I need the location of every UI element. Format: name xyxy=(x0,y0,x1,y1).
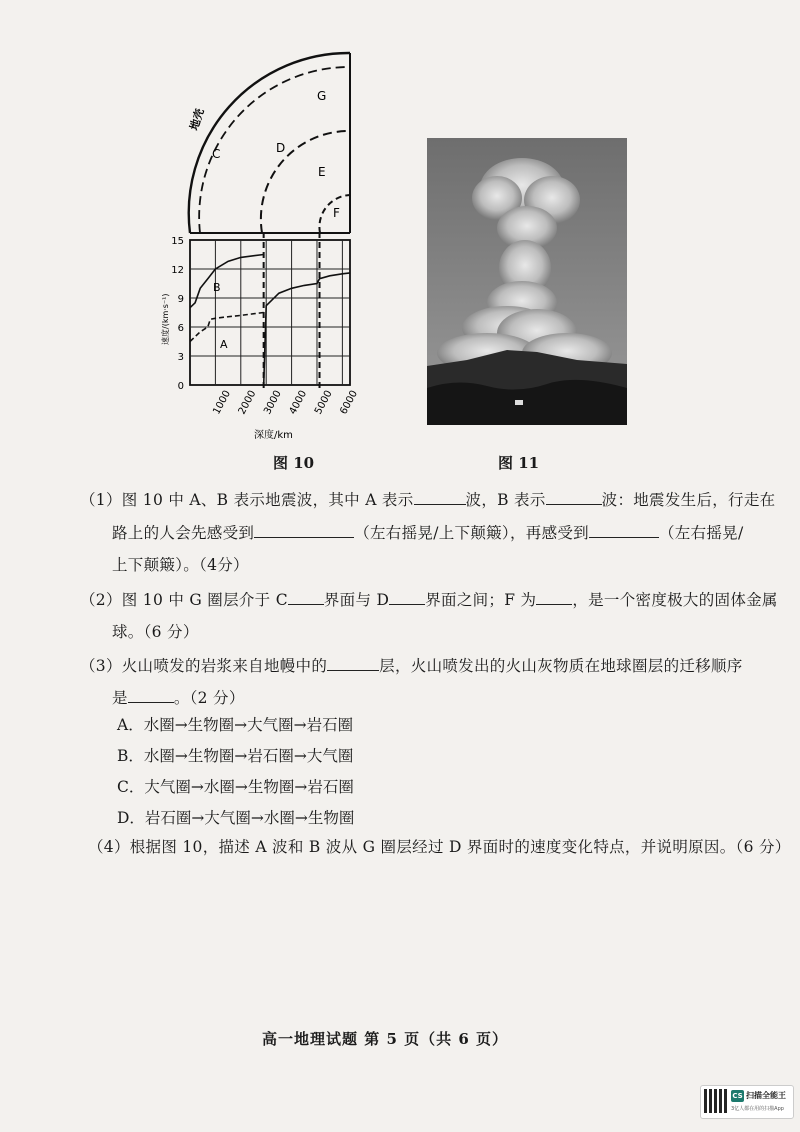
x-axis-label: 深度/km xyxy=(254,430,293,440)
question-3-line-1: （3）火山喷发的岩浆来自地幔中的 层，火山喷发出的火山灰物质在地球圈层的迁移顺序 xyxy=(80,651,743,681)
answer-blank-q1-a[interactable] xyxy=(414,486,466,505)
y-tick-label: 6 xyxy=(177,323,184,334)
answer-blank-q1-d[interactable] xyxy=(589,519,659,538)
figure-11-caption: 图 11 xyxy=(498,454,540,472)
question-4: （4）根据图 10，描述 A 波和 B 波从 G 圈层经过 D 界面时的速度变化特点，并说明原因。（6 分） xyxy=(88,838,791,856)
y-tick-label: 0 xyxy=(177,381,184,392)
y-tick-label: 15 xyxy=(171,236,184,247)
question-1-line-2: 路上的人会先感受到 （左右摇晃/上下颠簸），再感受到 （左右摇晃/ xyxy=(112,518,744,548)
camscanner-logo-icon: CS xyxy=(732,1092,743,1100)
x-tick-label: 2000 xyxy=(236,388,259,417)
answer-blank-q2-a[interactable] xyxy=(288,586,324,605)
question-1-line-1: （1）图 10 中 A、B 表示地震波，其中 A 表示 波，B 表示 波：地震发生后，行走在 xyxy=(80,485,775,515)
x-tick-label: 1000 xyxy=(211,388,233,417)
figure-10-diagram xyxy=(150,45,365,440)
layer-label-c: C xyxy=(212,147,221,161)
x-tick-label: 4000 xyxy=(287,388,310,417)
earth-layers-diagram xyxy=(189,53,350,233)
x-tick-label: 3000 xyxy=(262,388,284,417)
wave-label-a: A xyxy=(220,338,228,351)
answer-blank-q3-a[interactable] xyxy=(327,652,379,671)
layer-label-g: G xyxy=(317,89,327,103)
layer-label-d: D xyxy=(276,141,286,155)
y-tick-label: 9 xyxy=(177,294,184,305)
figure-10-caption: 图 10 xyxy=(273,454,315,472)
chart-frame xyxy=(190,240,350,385)
watermark-title: 扫描全能王 xyxy=(746,1091,786,1100)
option-a[interactable]: A．水圈→生物圈→大气圈→岩石圈 xyxy=(117,716,354,734)
option-d[interactable]: D．岩石圈→大气圈→水圈→生物圈 xyxy=(117,809,355,827)
x-tick-label: 6000 xyxy=(338,388,360,417)
velocity-chart xyxy=(160,232,360,440)
series-line-b xyxy=(190,255,350,386)
question-2-line-1: （2）图 10 中 G 圈层介于 C 界面与 D 界面之间；F 为 ，是一个密度极大的固体金属 xyxy=(80,585,778,615)
question-3-line-2: 是 。（2 分） xyxy=(112,683,245,713)
scanner-watermark xyxy=(700,1085,794,1119)
wave-label-b: B xyxy=(213,281,221,294)
question-2-line-2: 球。（6 分） xyxy=(112,623,199,641)
layer-label-f: F xyxy=(333,206,340,220)
answer-blank-q3-b[interactable] xyxy=(128,684,174,703)
y-axis-label: 速度/(km·s⁻¹) xyxy=(161,293,170,345)
option-b[interactable]: B．水圈→生物圈→岩石圈→大气圈 xyxy=(117,747,354,765)
answer-blank-q1-c[interactable] xyxy=(254,519,354,538)
page-footer: 高一地理试题 第 5 页（共 6 页） xyxy=(262,1030,508,1048)
option-c[interactable]: C．大气圈→水圈→生物圈→岩石圈 xyxy=(117,778,354,796)
x-tick-label: 5000 xyxy=(312,388,335,417)
answer-blank-q2-b[interactable] xyxy=(389,586,425,605)
figure-10 xyxy=(150,45,365,440)
crust-label: 地壳 xyxy=(187,106,207,132)
y-tick-label: 3 xyxy=(177,352,184,363)
watermark-subtitle: 3亿人都在用的扫描App xyxy=(731,1106,784,1112)
y-tick-label: 12 xyxy=(171,265,184,276)
figure-11-volcano-photo xyxy=(427,138,627,425)
question-1-line-3: 上下颠簸）。（4分） xyxy=(112,556,249,574)
answer-blank-q2-c[interactable] xyxy=(536,586,572,605)
qr-code-icon xyxy=(704,1089,728,1113)
layer-label-e: E xyxy=(318,165,326,179)
answer-blank-q1-b[interactable] xyxy=(546,486,602,505)
